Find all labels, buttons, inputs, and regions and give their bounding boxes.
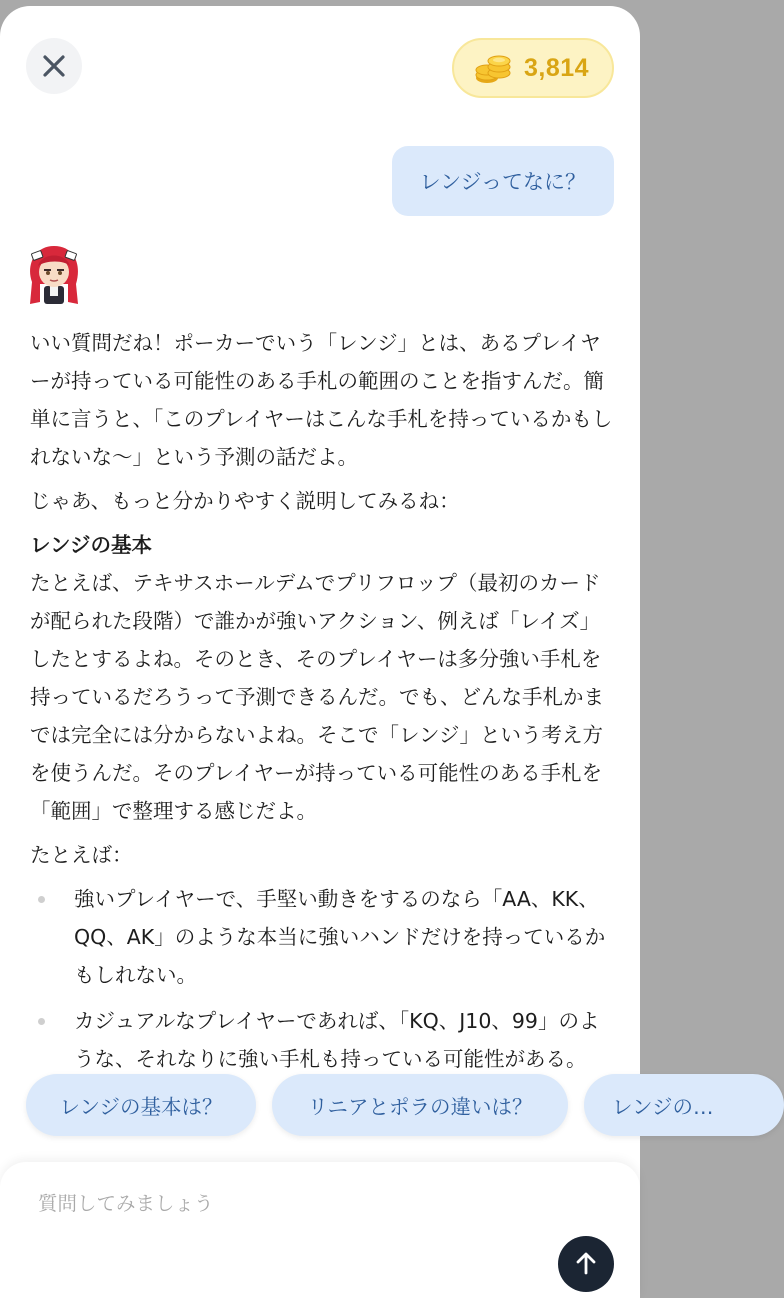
coin-balance-badge[interactable] — [452, 38, 614, 98]
arrow-up-icon — [573, 1251, 599, 1277]
suggestion-chip[interactable]: レンジの… — [584, 1074, 784, 1136]
answer-heading: レンジの基本 — [30, 533, 152, 557]
suggestion-chips — [0, 1074, 714, 1138]
assistant-message — [30, 324, 614, 1086]
list-item: 強いプレイヤーで、手堅い動きをするのなら「AA、KK、QQ、AK」のような本当に強いハンドだけを持っているかもしれない。 — [30, 880, 614, 994]
answer-paragraph: たとえば、テキサスホールデムでプリフロップ（最初のカードが配られた段階）で誰かが強いアクション、例えば「レイズ」したとするよね。そのとき、そのプレイヤーは多分強い手札を持っているだろうって予測できるんだ。でも、どんな手札かまでは完全には分からないよね。そこで「レンジ」という考え方を使うんだ。そのプレイヤーが持っている可能性のある手札を「範囲」で整理する感じだよ。 — [30, 571, 604, 823]
list-item: カジュアルなプレイヤーであれば、「KQ、J10、99」のような、それなりに強い手札も持っている可能性がある。 — [30, 1002, 614, 1078]
send-button[interactable] — [558, 1236, 614, 1292]
question-input[interactable] — [38, 1186, 518, 1220]
answer-bullet-list — [30, 880, 614, 1078]
coin-stack-icon — [474, 51, 512, 85]
red-haired-character-avatar — [24, 242, 84, 306]
suggestion-chip[interactable]: リニアとポラの違いは？ — [272, 1074, 568, 1136]
composer — [0, 1162, 640, 1298]
answer-paragraph: たとえば： — [30, 843, 133, 867]
assistant-avatar — [24, 242, 84, 306]
suggestion-chip[interactable]: レンジの基本は？ — [26, 1074, 256, 1136]
close-button[interactable] — [26, 38, 82, 94]
close-icon — [42, 54, 66, 78]
answer-paragraph: いい質問だね！ポーカーでいう「レンジ」とは、あるプレイヤーが持っている可能性のある手札の範囲のことを指すんだ。簡単に言うと、「このプレイヤーはこんな手札を持っているかもしれないな〜」という予測の話だよ。 — [30, 331, 613, 469]
answer-paragraph: じゃあ、もっと分かりやすく説明してみるね： — [30, 489, 460, 513]
user-message-bubble: レンジってなに？ — [392, 146, 614, 216]
coin-count: 3,814 — [524, 53, 590, 82]
chat-sheet — [0, 6, 714, 1292]
